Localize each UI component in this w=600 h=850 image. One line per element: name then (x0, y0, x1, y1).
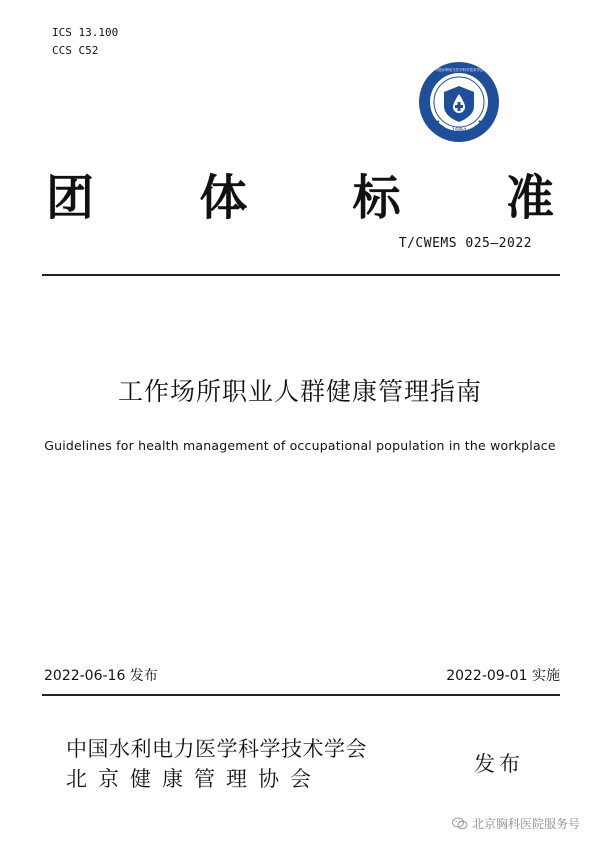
ccs-code: CCS C52 (52, 44, 99, 57)
doc-type-char-2: 体 (199, 170, 248, 226)
doc-type-char-3: 标 (352, 170, 401, 226)
doc-type-char-1: 团 (46, 170, 95, 226)
document-type (40, 168, 560, 228)
wechat-icon (452, 817, 468, 830)
logo-ring-text: 中国水利电力医学科学技术学会 (434, 68, 484, 72)
association-logo (404, 62, 514, 152)
top-divider (42, 274, 560, 276)
issue-date: 2022-06-16 发布 (44, 668, 158, 684)
watermark-text: 北京胸科医院服务号 (471, 817, 580, 831)
title-english: Guidelines for health management of occupational population in the workplace (44, 438, 556, 453)
title-chinese: 工作场所职业人群健康管理指南 (117, 377, 482, 406)
effective-date: 2022-09-01 实施 (446, 668, 560, 684)
doc-type-char-4: 准 (505, 170, 554, 226)
publisher-org-2: 北京健康管理协会 (66, 767, 322, 791)
standard-number: T/CWEMS 025—2022 (398, 236, 532, 251)
logo-emblem-icon (404, 62, 514, 152)
source-watermark (452, 815, 580, 832)
bottom-divider (42, 694, 560, 696)
classification-codes (52, 24, 118, 60)
publish-label: 发布 (474, 752, 524, 776)
ics-code: ICS 13.100 (52, 26, 119, 39)
publisher-org-1: 中国水利电力医学科学技术学会 (66, 737, 367, 761)
logo-year: 1984 (451, 127, 467, 134)
